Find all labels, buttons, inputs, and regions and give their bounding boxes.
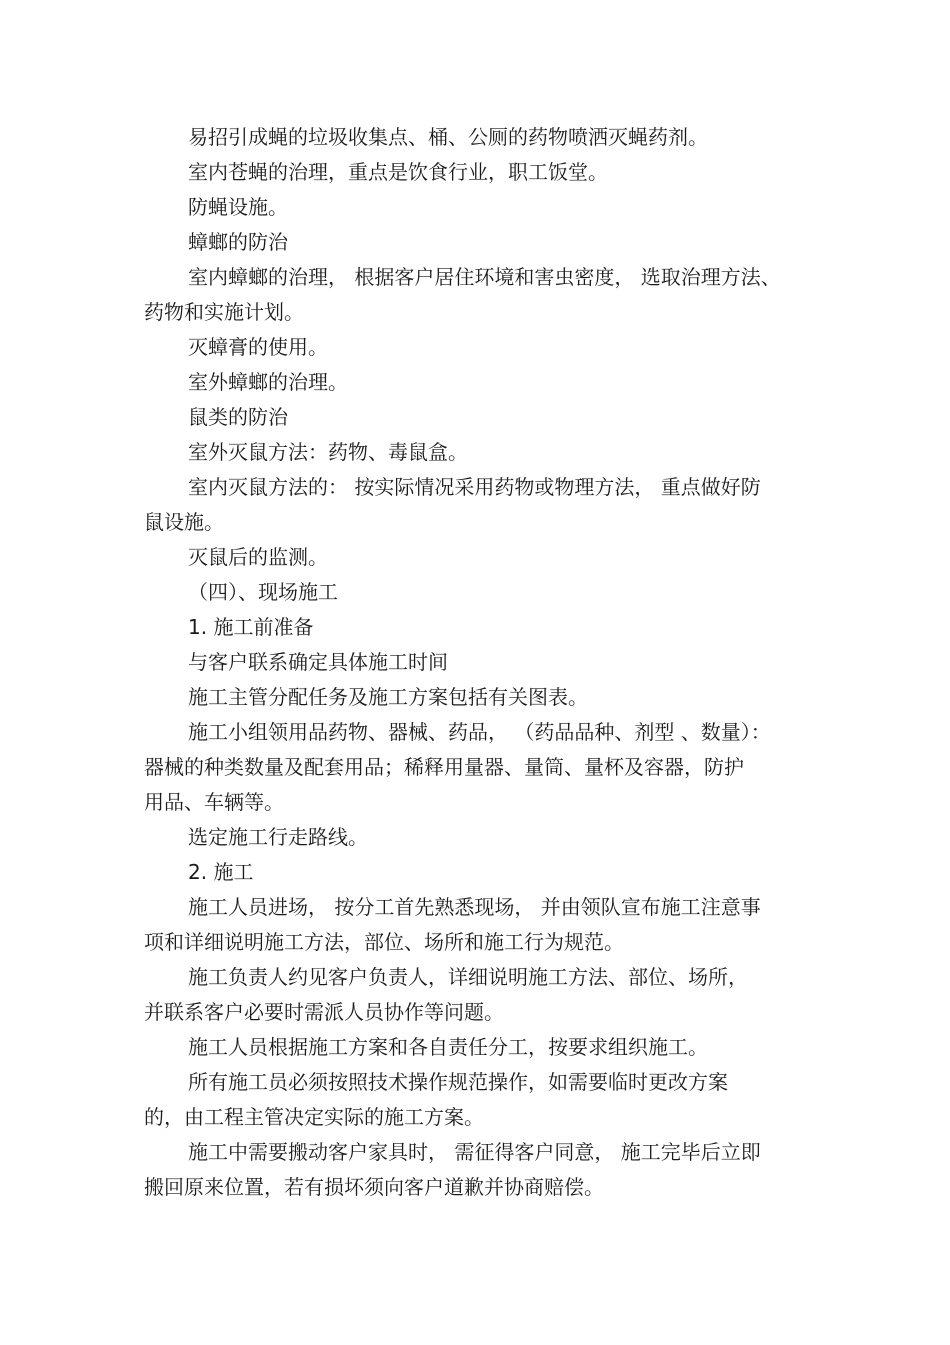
text-line: 2. 施工	[188, 860, 254, 884]
subsection-heading	[144, 610, 812, 645]
text-line: 所有施工员必须按照技术操作规范操作，如需要临时更改方案	[188, 1070, 728, 1094]
paragraph	[144, 120, 812, 155]
text-line: 选定施工行走路线。	[188, 825, 368, 849]
paragraph	[144, 470, 812, 540]
paragraph	[144, 960, 812, 1030]
subsection-heading	[144, 855, 812, 890]
text-line: 室内苍蝇的治理，重点是饮食行业，职工饭堂。	[188, 160, 608, 184]
text-line: 室外蟑螂的治理。	[188, 370, 348, 394]
document-body	[144, 120, 812, 1205]
text-line: 施工小组领用品药物、器械、药品， （药品品种、剂型 、数量）：	[188, 720, 771, 744]
text-line: 用品、车辆等。	[144, 790, 284, 814]
text-line: 施工人员根据施工方案和各自责任分工，按要求组织施工。	[188, 1035, 708, 1059]
paragraph	[144, 1065, 812, 1135]
text-line: 施工负责人约见客户负责人，详细说明施工方法、部位、场所，	[188, 965, 748, 989]
paragraph	[144, 365, 812, 400]
text-line: 搬回原来位置，若有损坏须向客户道歉并协商赔偿。	[144, 1175, 604, 1199]
text-line: 灭鼠后的监测。	[188, 545, 328, 569]
paragraph	[144, 820, 812, 855]
text-line: 的，由工程主管决定实际的施工方案。	[144, 1105, 484, 1129]
paragraph	[144, 190, 812, 225]
text-line: 易招引成蝇的垃圾收集点、桶、公厕的药物喷洒灭蝇药剂。	[188, 125, 708, 149]
text-line: 施工人员进场， 按分工首先熟悉现场， 并由领队宣布施工注意事	[188, 895, 761, 919]
text-line: 药物和实施计划。	[144, 300, 304, 324]
text-line: 并联系客户必要时需派人员协作等问题。	[144, 1000, 504, 1024]
text-line: 防蝇设施。	[188, 195, 288, 219]
paragraph	[144, 155, 812, 190]
text-line: 鼠类的防治	[188, 405, 288, 429]
section-heading	[144, 575, 812, 610]
paragraph	[144, 890, 812, 960]
paragraph	[144, 715, 812, 820]
paragraph	[144, 435, 812, 470]
text-line: 施工主管分配任务及施工方案包括有关图表。	[188, 685, 588, 709]
paragraph	[144, 680, 812, 715]
text-line: 施工中需要搬动客户家具时， 需征得客户同意， 施工完毕后立即	[188, 1140, 761, 1164]
text-line: 室内蟑螂的治理， 根据客户居住环境和害虫密度， 选取治理方法、	[188, 265, 781, 289]
text-line: 室内灭鼠方法的： 按实际情况采用药物或物理方法， 重点做好防	[188, 475, 761, 499]
section-heading	[144, 400, 812, 435]
text-line: 与客户联系确定具体施工时间	[188, 650, 448, 674]
paragraph	[144, 1030, 812, 1065]
paragraph	[144, 330, 812, 365]
paragraph	[144, 540, 812, 575]
paragraph	[144, 1135, 812, 1205]
text-line: 鼠设施。	[144, 510, 224, 534]
text-line: 项和详细说明施工方法，部位、场所和施工行为规范。	[144, 930, 624, 954]
text-line: 1. 施工前准备	[188, 615, 314, 639]
section-heading	[144, 225, 812, 260]
text-line: （四）、现场施工	[188, 580, 338, 604]
text-line: 室外灭鼠方法：药物、毒鼠盒。	[188, 440, 468, 464]
text-line: 灭蟑膏的使用。	[188, 335, 328, 359]
paragraph	[144, 260, 812, 330]
text-line: 蟑螂的防治	[188, 230, 288, 254]
paragraph	[144, 645, 812, 680]
text-line: 器械的种类数量及配套用品；稀释用量器、量筒、量杯及容器，防护	[144, 755, 744, 779]
